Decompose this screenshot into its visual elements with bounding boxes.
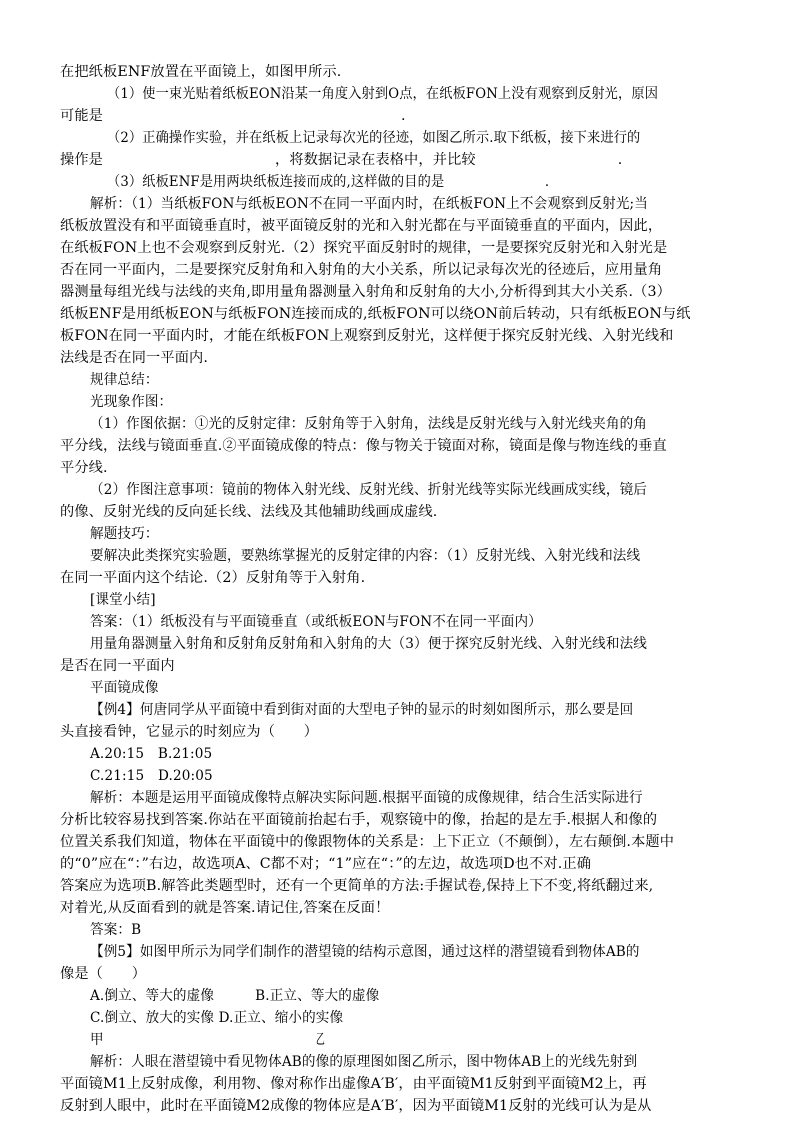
blank-end-dot: . bbox=[617, 152, 623, 168]
text-line: 的像、反射光线的反向延长线、法线及其他辅助线画成虚线. bbox=[60, 504, 438, 520]
section-heading: [课堂小结] bbox=[90, 592, 156, 608]
section-heading: 规律总结： bbox=[90, 372, 159, 388]
option-line: C.倒立、放大的实像 D.正立、缩小的实像 bbox=[90, 1010, 344, 1026]
text-line: 平面镜M1上反射成像，利用物、像对称作出虚像A′B′，由平面镜M1反射到平面镜M2上，再 bbox=[60, 1076, 647, 1092]
text-segment: （3）纸板ENF是用两块纸板连接而成的,这样做的目的是 bbox=[107, 174, 445, 190]
text-line bbox=[60, 105, 740, 127]
option-line: A.20:15 B.21:05 bbox=[90, 746, 213, 762]
text-line: （1）使一束光贴着纸板EON沿某一角度入射到O点，在纸板FON上没有观察到反射光，原因 bbox=[107, 86, 659, 102]
text-line: 对着光,从反面看到的就是答案.请记住,答案在反面！ bbox=[60, 900, 390, 916]
text-segment: ，将数据记录在表格中，并比较 bbox=[275, 152, 476, 168]
text-line: 纸板ENF是用纸板EON与纸板FON连接而成的,纸板FON可以绕ON前后转动，只有纸板EON与纸 bbox=[60, 306, 691, 322]
text-line bbox=[60, 149, 740, 171]
example-question: 头直接看钟，它显示的时刻应为（ ） bbox=[60, 724, 319, 740]
text-line: 板FON在同一平面内时，才能在纸板FON上观察到反射光，这样便于探究反射光线、入射光线和 bbox=[60, 328, 674, 344]
example-question: 【例5】如图甲所示为同学们制作的潜望镜的结构示意图，通过这样的潜望镜看到物体AB的 bbox=[90, 944, 640, 960]
answer-line: 答案：（1）纸板没有与平面镜垂直（或纸板EON与FON不在同一平面内） bbox=[90, 614, 542, 630]
text-line: 在把纸板ENF放置在平面镜上，如图甲所示. bbox=[60, 64, 342, 80]
text-line: 解析：人眼在潜望镜中看见物体AB的像的原理图如图乙所示，图中物体AB上的光线先射到 bbox=[90, 1054, 638, 1070]
text-line: 分析比较容易找到答案.你站在平面镜前抬起右手，观察镜中的像，抬起的是左手.根据人和像的 bbox=[60, 812, 658, 828]
text-line: 纸板放置没有和平面镜垂直时，被平面镜反射的光和入射光都在与平面镜垂直的平面内，因此， bbox=[60, 218, 663, 234]
text-line: 答案应为选项B.解答此类题型时，还有一个更简单的方法:手握试卷,保持上下不变,将纸翻过来, bbox=[60, 878, 654, 894]
text-line: 在同一平面内这个结论.（2）反射角等于入射角. bbox=[60, 570, 366, 586]
text-line bbox=[107, 171, 740, 193]
text-line: 平分线，法线与镜面垂直.②平面镜成像的特点：像与物关于镜面对称，镜面是像与物连线的垂直 bbox=[60, 438, 667, 454]
figure-label-yi: 乙 bbox=[316, 1032, 325, 1048]
text-segment: 可能是 bbox=[60, 108, 104, 124]
option-line: A.倒立、等大的虚像 B.正立、等大的虚像 bbox=[90, 988, 380, 1004]
blank-end-dot: . bbox=[544, 174, 550, 190]
answer-line: 答案：B bbox=[90, 922, 142, 938]
blank-end-dot: . bbox=[401, 108, 406, 124]
text-line: 否在同一平面内，二是要探究反射角和入射角的大小关系，所以记录每次光的径迹后，应用量角 bbox=[60, 262, 663, 278]
text-segment: 操作是 bbox=[60, 152, 104, 168]
text-line: 解析：本题是运用平面镜成像特点解决实际问题.根据平面镜的成像规律，结合生活实际进行 bbox=[90, 790, 643, 806]
section-heading: 平面镜成像 bbox=[90, 680, 159, 696]
option-line: C.21:15 D.20:05 bbox=[90, 768, 213, 784]
text-line: 法线是否在同一平面内. bbox=[60, 350, 209, 366]
section-heading: 解题技巧： bbox=[90, 526, 159, 542]
text-line: （2）正确操作实验，并在纸板上记录每次光的径迹，如图乙所示.取下纸板，接下来进行的 bbox=[107, 130, 641, 146]
text-line: 在纸板FON上也不会观察到反射光.（2）探究平面反射时的规律，一是要探究反射光和入射光是 bbox=[60, 240, 668, 256]
figure-label-jia: 甲 bbox=[90, 1032, 104, 1048]
text-line: 解析：（1）当纸板FON与纸板EON不在同一平面内时，在纸板FON上不会观察到反射光;当 bbox=[90, 196, 648, 212]
example-question: 像是（ ） bbox=[60, 966, 147, 982]
text-line: 平分线. bbox=[60, 460, 108, 476]
text-line: 器测量每组光线与法线的夹角,即用量角器测量入射角和反射角的大小,分析得到其大小关系.（3） bbox=[60, 284, 671, 300]
text-line: （2）作图注意事项：镜前的物体入射光线、反射光线、折射光线等实际光线画成实线，镜后 bbox=[90, 482, 647, 498]
text-line: 反射到人眼中，此时在平面镜M2成像的物体应是A′B′，因为平面镜M1反射的光线可认为是从 bbox=[60, 1098, 652, 1114]
text-line: 位置关系我们知道，物体在平面镜中的像跟物体的关系是：上下正立（不颠倒），左右颠倒.本题中 bbox=[60, 834, 675, 850]
answer-line: 是否在同一平面内 bbox=[60, 658, 175, 674]
section-heading: 光现象作图： bbox=[90, 394, 173, 410]
text-line: 要解决此类探究实验题，要熟练掌握光的反射定律的内容：（1）反射光线、入射光线和法线 bbox=[90, 548, 641, 564]
text-line: 的“0”应在“：”右边，故选项A、C都不对；“1”应在“：”的左边，故选项D也不对.正确 bbox=[60, 856, 592, 872]
text-line: （1）作图依据：①光的反射定律：反射角等于入射角，法线是反射光线与入射光线夹角的角 bbox=[90, 416, 647, 432]
answer-line: 用量角器测量入射角和反射角反射角和入射角的大（3）便于探究反射光线、入射光线和法线 bbox=[90, 636, 647, 652]
example-question: 【例4】何唐同学从平面镜中看到街对面的大型电子钟的显示的时刻如图所示，那么要是回 bbox=[90, 702, 634, 718]
